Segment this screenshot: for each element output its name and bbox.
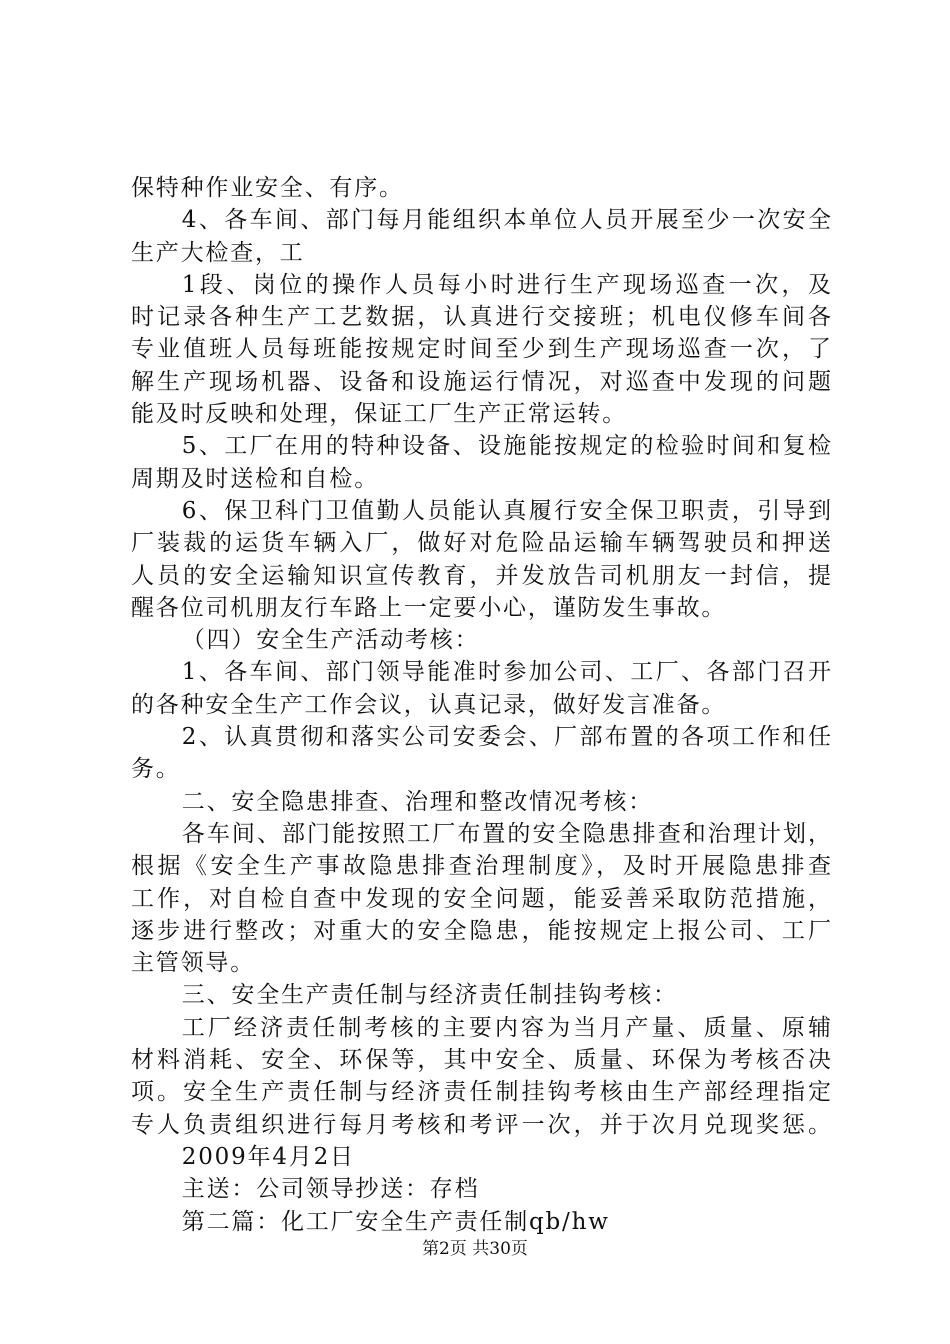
text-line: 厂装裁的运货车辆入厂，做好对危险品运输车辆驾驶员和押送 (131, 530, 831, 557)
text-line: 各车间、部门能按照工厂布置的安全隐患排查和治理计划， (181, 820, 831, 847)
text-line: 工作，对自检自查中发现的安全问题，能妥善采取防范措施， (131, 885, 831, 912)
text-line: 三、安全生产责任制与经济责任制挂钩考核： (181, 982, 678, 1009)
text-line: 工厂经济责任制考核的主要内容为当月产量、质量、原辅 (181, 1014, 831, 1041)
text-line: 生产大检查，工 (131, 239, 305, 266)
text-line: 专人负责组织进行每月考核和考评一次，并于次月兑现奖惩。 (131, 1111, 831, 1138)
text-line: 逐步进行整改；对重大的安全隐患，能按规定上报公司、工厂 (131, 917, 831, 944)
text-line: 醒各位司机朋友行车路上一定要小心，谨防发生事故。 (131, 594, 727, 621)
text-line: 二、安全隐患排查、治理和整改情况考核： (181, 788, 653, 815)
text-line: 解生产现场机器、设备和设施运行情况，对巡查中发现的问题 (131, 368, 831, 395)
text-line: 务。 (131, 756, 181, 783)
text-line: 6、保卫科门卫值勤人员能认真履行安全保卫职责，引导到 (181, 497, 831, 524)
text-line: （四）安全生产活动考核： (181, 627, 480, 654)
text-line: 根据《安全生产事故隐患排查治理制度》，及时开展隐患排查 (131, 853, 831, 880)
text-line: 4、各车间、部门每月能组织本单位人员开展至少一次安全 (181, 207, 831, 234)
document-body (131, 172, 831, 1238)
text-line: 主送：公司领导抄送：存档 (181, 1176, 480, 1203)
text-line: 专业值班人员每班能按规定时间至少到生产现场巡查一次，了 (131, 336, 831, 363)
text-line: 能及时反映和处理，保证工厂生产正常运转。 (131, 401, 627, 428)
text-line: 的各种安全生产工作会议，认真记录，做好发言准备。 (131, 691, 727, 718)
text-line: 2、认真贯彻和落实公司安委会、厂部布置的各项工作和任 (181, 724, 831, 751)
page-footer: 第2页 共30页 (422, 1239, 528, 1259)
text-line: 主管领导。 (131, 950, 255, 977)
text-line: 1段、岗位的操作人员每小时进行生产现场巡查一次，及 (181, 271, 831, 298)
text-line: 项。安全生产责任制与经济责任制挂钩考核由生产部经理指定 (131, 1079, 831, 1106)
text-line: 2009年4月2日 (181, 1143, 355, 1170)
text-line: 1、各车间、部门领导能准时参加公司、工厂、各部门召开 (181, 659, 831, 686)
text-line: 人员的安全运输知识宣传教育，并发放告司机朋友一封信，提 (131, 562, 831, 589)
text-line: 第二篇：化工厂安全生产责任制qb/hw (181, 1208, 610, 1235)
text-line: 保特种作业安全、有序。 (131, 175, 404, 201)
text-line: 材料消耗、安全、环保等，其中安全、质量、环保为考核否决 (131, 1047, 831, 1074)
text-line: 时记录各种生产工艺数据，认真进行交接班；机电仪修车间各 (131, 304, 831, 331)
text-line: 周期及时送检和自检。 (131, 465, 379, 492)
text-line: 5、工厂在用的特种设备、设施能按规定的检验时间和复检 (181, 433, 831, 460)
